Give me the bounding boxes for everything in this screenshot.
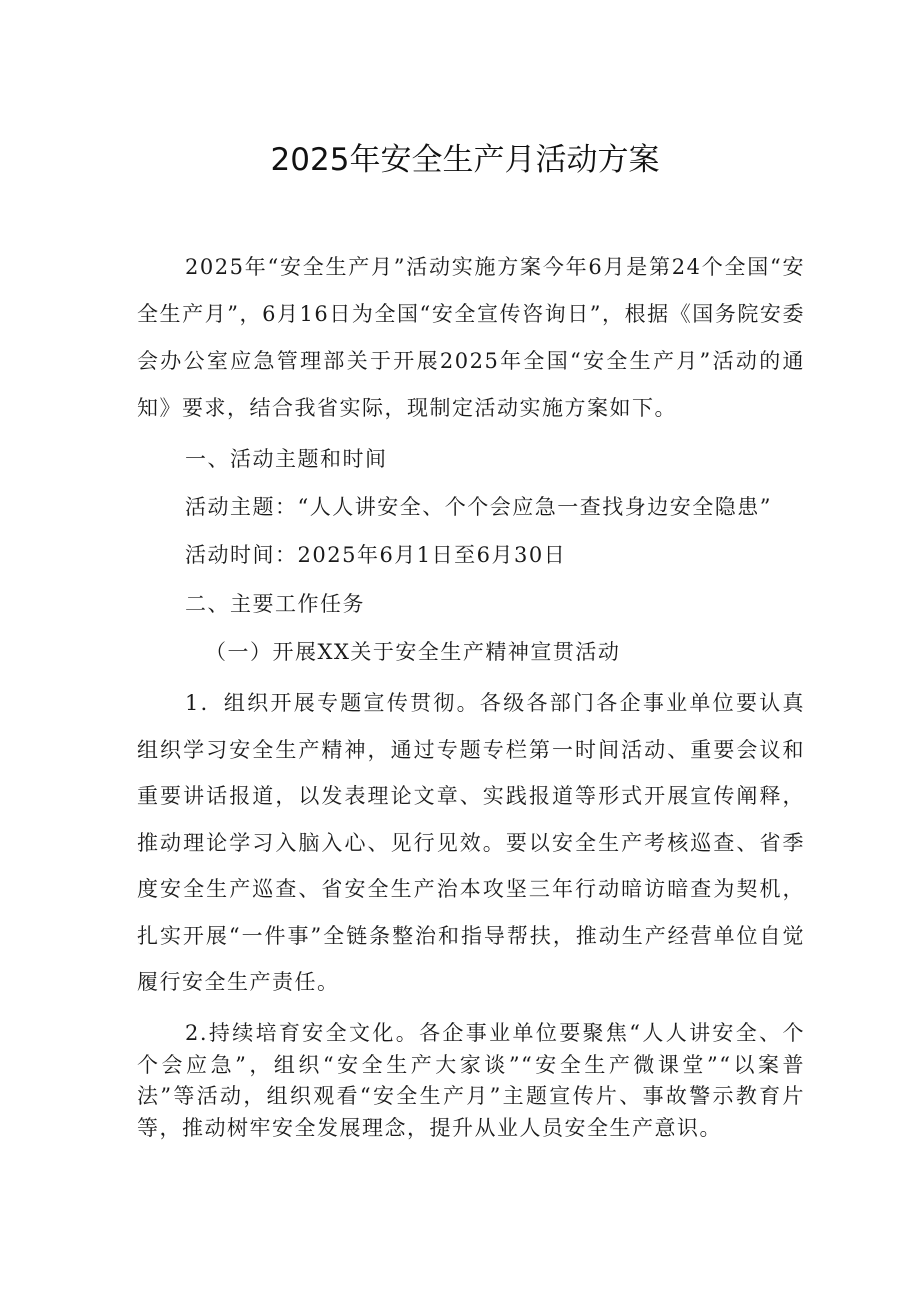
task-paragraph-2: 2.持续培育安全文化。各企事业单位要聚焦“人人讲安全、个个会应急”，组织“安全生产大家谈”“安全生产微课堂”“以案普法”等活动，组织观看“安全生产月”主题宣传片、事故警示教育片等，推动树牢安全发展理念，提升从业人员安全生产意识。 [137,1021,805,1140]
section-heading-theme-time: 一、活动主题和时间 [185,447,388,471]
document-title: 2025年安全生产月活动方案 [270,142,660,178]
activity-theme-line: 活动主题：“人人讲安全、个个会应急一查找身边安全隐患” [185,495,772,519]
task-paragraph-1: 1．组织开展专题宣传贯彻。各级各部门各企事业单位要认真组织学习安全生产精神，通过专题专栏第一时间活动、重要会议和重要讲话报道，以发表理论文章、实践报道等形式开展宣传阐释，推动理论学习入脑入心、见行见效。要以安全生产考核巡查、省季度安全生产巡查、省安全生产治本攻坚三年行动暗访暗查为契机，扎实开展“一件事”全链条整治和指导帮扶，推动生产经营单位自觉履行安全生产责任。 [137,691,805,994]
intro-paragraph: 2025年“安全生产月”活动实施方案今年6月是第24个全国“安全生产月”，6月16日为全国“安全宣传咨询日”，根据《国务院安委会办公室应急管理部关于开展2025年全国“安全生产月”活动的通知》要求，结合我省实际，现制定活动实施方案如下。 [137,255,805,420]
subsection-heading-1: （一）开展XX关于安全生产精神宣贯活动 [205,640,621,664]
section-heading-main-tasks: 二、主要工作任务 [185,592,365,616]
activity-time-line: 活动时间：2025年6月1日至6月30日 [185,543,567,567]
